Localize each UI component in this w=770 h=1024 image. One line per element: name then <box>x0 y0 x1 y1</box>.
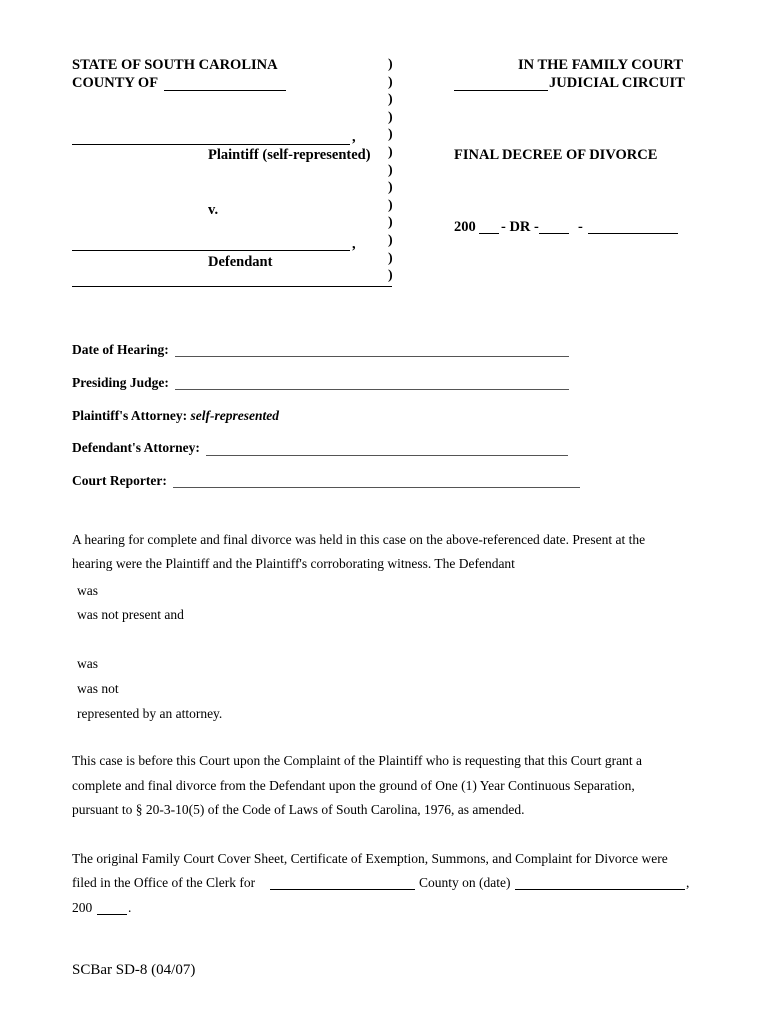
paren: ) <box>388 127 393 143</box>
case-number-blank[interactable] <box>588 233 678 234</box>
complaint-line-1: This case is before this Court upon the Complaint of the Plaintiff who is requesting that this Court grant a <box>72 753 643 768</box>
paren: ) <box>388 250 393 266</box>
filed-year-prefix: 200 <box>72 900 93 915</box>
circuit-blank[interactable] <box>454 90 548 91</box>
hearing-line-1: A hearing for complete and final divorce was held in this case on the above-referenced date. Present at the <box>72 532 646 547</box>
paren: ) <box>388 109 393 125</box>
option-was-not-present[interactable]: was not present and <box>77 607 184 622</box>
option-was-present[interactable]: was <box>77 583 98 598</box>
filed-line-2-start: filed in the Office of the Clerk for <box>72 875 256 890</box>
filed-line-2-middle: County on (date) <box>419 875 511 890</box>
case-year-prefix: 200 <box>454 219 476 235</box>
case-dr-blank[interactable] <box>539 233 569 234</box>
case-year-blank[interactable] <box>479 233 499 234</box>
paren: ) <box>388 57 393 72</box>
hearing-line-2: hearing were the Plaintiff and the Plaintiff's corroborating witness. The Defendant <box>72 556 515 571</box>
circuit-heading: JUDICIAL CIRCUIT <box>549 75 685 91</box>
defendant-attorney-label: Defendant's Attorney: <box>72 440 200 455</box>
caption-divider <box>388 56 393 285</box>
defendant-name-blank[interactable] <box>72 250 350 251</box>
case-dash: - <box>578 219 583 235</box>
date-of-hearing-blank[interactable] <box>175 356 569 357</box>
presiding-judge-label: Presiding Judge: <box>72 375 169 390</box>
plaintiff-attorney-label: Plaintiff's Attorney: <box>72 408 188 423</box>
option-was-represented[interactable]: was <box>77 656 98 671</box>
clerk-county-blank[interactable] <box>270 889 415 890</box>
case-dr-label: - DR - <box>501 219 539 235</box>
filed-line-2-end: , <box>686 875 690 890</box>
paren: ) <box>388 74 393 90</box>
versus-label: v. <box>208 202 219 218</box>
county-label: COUNTY OF <box>72 75 159 91</box>
plaintiff-name-blank[interactable] <box>72 144 350 145</box>
paren: ) <box>388 268 393 284</box>
date-of-hearing-label: Date of Hearing: <box>72 342 169 357</box>
paren: ) <box>388 162 393 178</box>
plaintiff-attorney-value: self-represented <box>190 408 279 423</box>
paren: ) <box>388 92 393 108</box>
defendant-attorney-blank[interactable] <box>206 455 568 456</box>
court-reporter-label: Court Reporter: <box>72 473 167 488</box>
defendant-comma: , <box>352 236 356 252</box>
option-was-not-represented[interactable]: was not <box>77 681 119 696</box>
court-heading: IN THE FAMILY COURT <box>518 57 684 73</box>
paren: ) <box>388 232 393 248</box>
paren: ) <box>388 197 393 213</box>
represented-by-attorney-text: represented by an attorney. <box>77 706 223 721</box>
plaintiff-attorney-row <box>72 408 279 424</box>
state-heading: STATE OF SOUTH CAROLINA <box>72 57 278 73</box>
decree-title: FINAL DECREE OF DIVORCE <box>454 147 658 163</box>
paren: ) <box>388 144 393 160</box>
presiding-judge-blank[interactable] <box>175 389 569 390</box>
county-heading <box>72 74 158 92</box>
county-blank[interactable] <box>164 90 286 91</box>
filed-year-blank[interactable] <box>97 914 127 915</box>
filing-date-blank[interactable] <box>515 889 685 890</box>
plaintiff-label: Plaintiff (self-represented) <box>208 147 371 163</box>
complaint-line-3: pursuant to § 20-3-10(5) of the Code of Laws of South Carolina, 1976, as amended. <box>72 802 525 817</box>
filed-line-1: The original Family Court Cover Sheet, Certificate of Exemption, Summons, and Complaint for Divorce were <box>72 851 668 866</box>
paren: ) <box>388 180 393 196</box>
complaint-line-2: complete and final divorce from the Defendant upon the ground of One (1) Year Continuous Separation, <box>72 778 635 793</box>
caption-bottom-rule <box>72 286 392 287</box>
plaintiff-comma: , <box>352 129 356 145</box>
form-id-footer: SCBar SD-8 (04/07) <box>72 962 196 978</box>
court-reporter-blank[interactable] <box>173 487 580 488</box>
filed-year-period: . <box>128 900 132 915</box>
defendant-label: Defendant <box>208 254 273 270</box>
paren: ) <box>388 215 393 231</box>
